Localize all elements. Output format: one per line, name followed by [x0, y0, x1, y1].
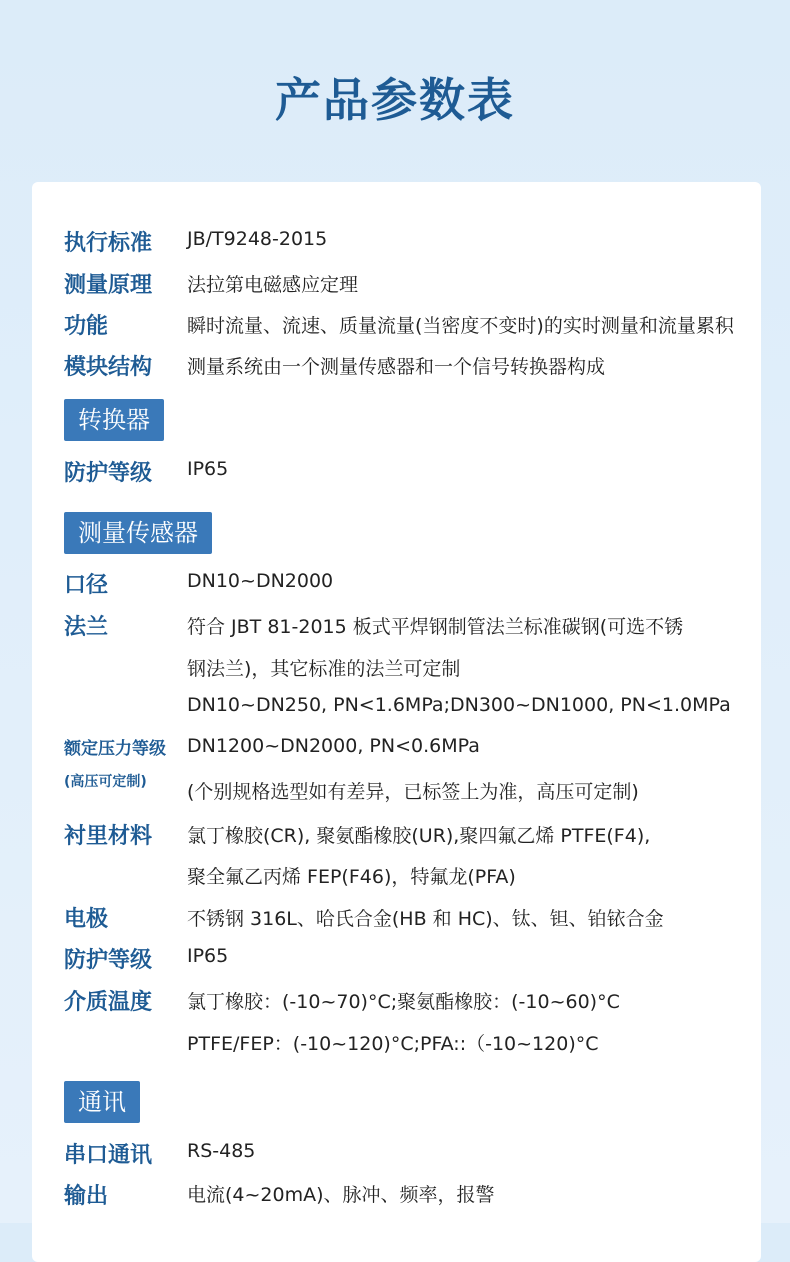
standard-label: 执行标准 — [64, 231, 153, 256]
section-communication: 通讯 — [64, 1081, 140, 1123]
diameter-label: 口径 — [64, 573, 109, 598]
sensor-protection-value: IP65 — [187, 945, 229, 967]
lining-value-2: 聚全氟乙丙烯 FEP(F46)，特氟龙(PFA) — [187, 866, 516, 888]
function-label: 功能 — [64, 314, 109, 339]
electrode-value: 不锈钢 316L、哈氏合金(HB 和 HC)、钛、钽、铂铱合金 — [187, 908, 664, 930]
parameter-card — [32, 182, 761, 1262]
output-label: 输出 — [64, 1184, 109, 1209]
temperature-label: 介质温度 — [64, 990, 153, 1015]
temperature-value-1: 氯丁橡胶：(-10~70)°C;聚氨酯橡胶：(-10~60)°C — [187, 991, 620, 1013]
electrode-label: 电极 — [64, 907, 109, 932]
pressure-value-1: DN10~DN250, PN<1.6MPa;DN300~DN1000, PN<1.0MPa — [187, 694, 731, 716]
principle-value: 法拉第电磁感应定理 — [187, 274, 359, 296]
flange-value-2: 钢法兰)，其它标准的法兰可定制 — [187, 658, 461, 680]
lining-value-1: 氯丁橡胶(CR), 聚氨酯橡胶(UR),聚四氟乙烯 PTFE(F4), — [187, 825, 651, 847]
section-converter: 转换器 — [64, 399, 164, 441]
standard-value: JB/T9248-2015 — [187, 228, 328, 250]
page-title: 产品参数表 — [275, 73, 515, 127]
pressure-value-2: DN1200~DN2000, PN<0.6MPa — [187, 735, 480, 757]
structure-label: 模块结构 — [64, 355, 153, 380]
output-value: 电流(4~20mA)、脉冲、频率，报警 — [187, 1184, 495, 1206]
lining-label: 衬里材料 — [64, 824, 153, 849]
principle-label: 测量原理 — [64, 273, 153, 298]
serial-label: 串口通讯 — [64, 1143, 153, 1168]
pressure-sublabel: (高压可定制) — [64, 774, 147, 790]
sensor-protection-label: 防护等级 — [64, 948, 153, 973]
pressure-label: 额定压力等级 — [64, 739, 166, 759]
flange-value-1: 符合 JBT 81-2015 板式平焊钢制管法兰标准碳钢(可选不锈 — [187, 616, 684, 638]
converter-protection-value: IP65 — [187, 458, 229, 480]
diameter-value: DN10~DN2000 — [187, 570, 334, 592]
converter-protection-label: 防护等级 — [64, 461, 153, 486]
structure-value: 测量系统由一个测量传感器和一个信号转换器构成 — [187, 356, 606, 378]
section-sensor: 测量传感器 — [64, 512, 212, 554]
serial-value: RS-485 — [187, 1140, 256, 1162]
pressure-value-3: (个别规格选型如有差异，已标签上为准，高压可定制) — [187, 781, 639, 803]
temperature-value-2: PTFE/FEP：(-10~120)°C;PFA::（-10~120)°C — [187, 1033, 599, 1055]
function-value: 瞬时流量、流速、质量流量(当密度不变时)的实时测量和流量累积 — [187, 315, 734, 337]
flange-label: 法兰 — [64, 615, 109, 640]
